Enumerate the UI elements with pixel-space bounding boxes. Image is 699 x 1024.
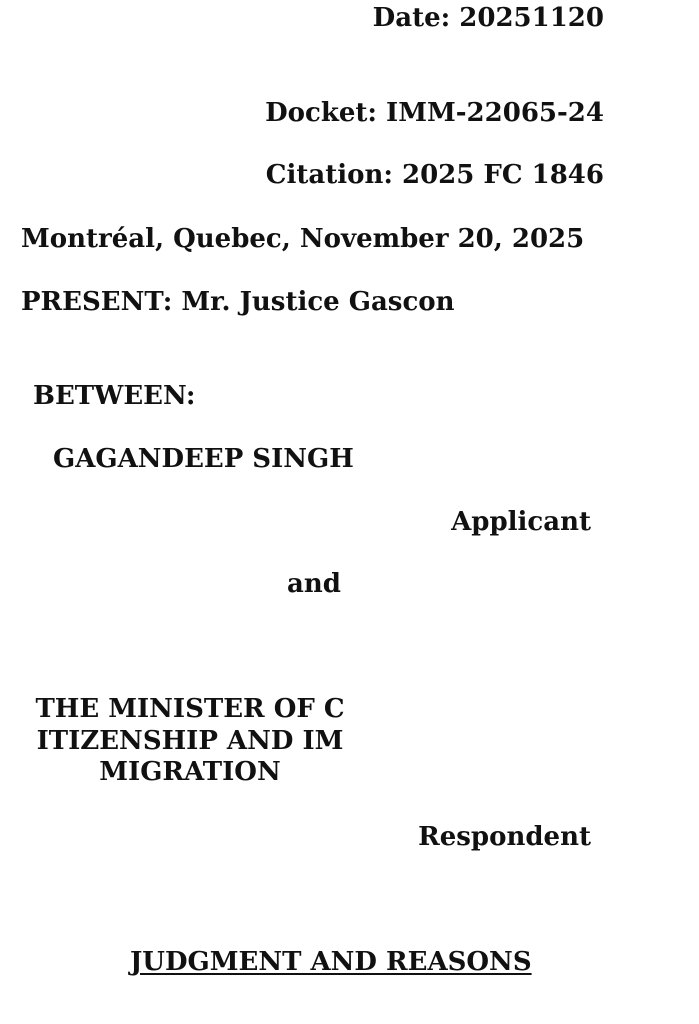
between-label: BETWEEN: [33,381,196,411]
docket-number: Docket: IMM-22065-24 [265,98,604,128]
applicant-role: Applicant [451,507,591,537]
respondent-role: Respondent [418,822,591,852]
presiding-judge: PRESENT: Mr. Justice Gascon [21,287,455,317]
respondent-name: THE MINISTER OF CITIZENSHIP AND IMMIGRATION [35,694,345,787]
citation: Citation: 2025 FC 1846 [265,160,604,190]
conjunction-and: and [287,569,341,599]
document-title: JUDGMENT AND REASONS [130,947,532,977]
applicant-name: GAGANDEEP SINGH [53,444,354,474]
decision-date: Date: 20251120 [372,3,604,33]
place-and-date: Montréal, Quebec, November 20, 2025 [21,224,585,254]
